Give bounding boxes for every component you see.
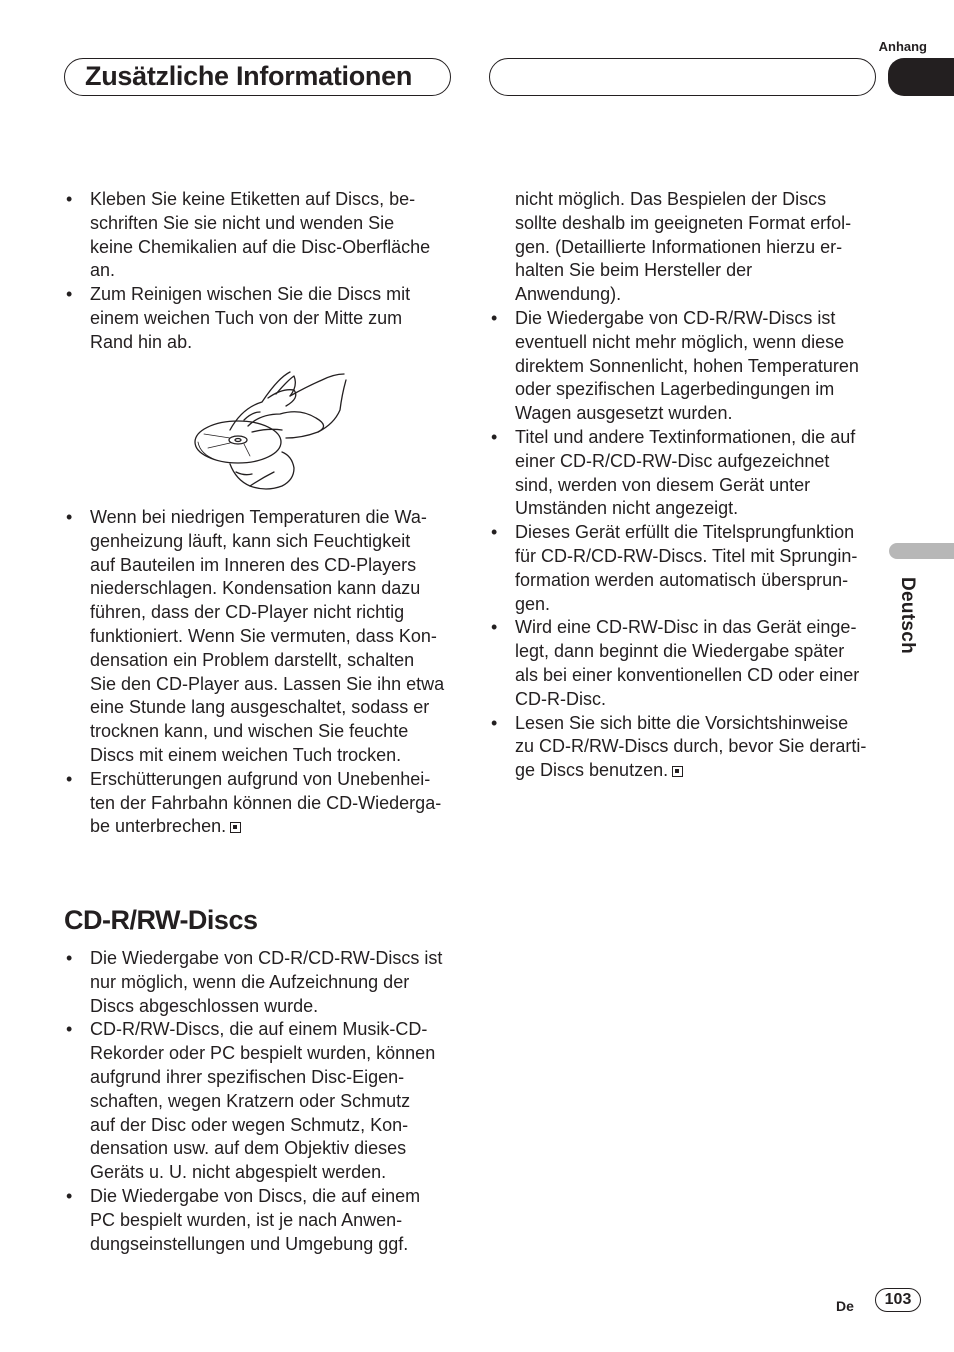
right-column xyxy=(489,188,881,783)
bullet: • xyxy=(491,522,498,543)
left-list-3 xyxy=(64,947,456,1256)
header-pill-right xyxy=(489,58,876,96)
left-list-1 xyxy=(64,188,456,355)
bullet: • xyxy=(66,768,73,789)
bullet: • xyxy=(66,507,73,527)
list-item: • Erschütterungen aufgrund von Unebenhei- ten der Fahrbahn können die CD-Wiederga- be unterbrechen. xyxy=(66,768,442,837)
list-item: • Titel und andere Textinformationen, die auf einer CD-R/CD-RW-Disc aufgezeichnet sind, werden von diesem Gerät unter Umständen nicht angezeigt. xyxy=(491,426,856,519)
bullet: • xyxy=(66,948,73,968)
disc-cleaning-illustration xyxy=(190,368,350,494)
list-item: • Die Wiedergabe von Discs, die auf einem PC bespielt wurden, ist je nach Anwen- dungseinstellungen und Umgebung ggf. xyxy=(66,1185,421,1254)
list-item: • Zum Reinigen wischen Sie die Discs mit einem weichen Tuch von der Mitte zum Rand hin ab. xyxy=(66,284,411,352)
disc-hub xyxy=(229,436,247,444)
bullet: • xyxy=(66,1019,73,1040)
list-item: • Dieses Gerät erfüllt die Titelsprungfunktion für CD-R/CD-RW-Discs. Titel mit Sprungin- formation werden automatisch übersprun- gen. xyxy=(491,522,858,614)
language-tab-marker xyxy=(889,543,954,559)
chapter-tab xyxy=(888,58,954,96)
list-item: • Kleben Sie keine Etiketten auf Discs, be- schriften Sie sie nicht und wenden Sie keine Chemikalien auf die Disc-Oberfläche an. xyxy=(66,189,431,281)
bullet: • xyxy=(491,617,498,638)
list-item: • Wird eine CD-RW-Disc in das Gerät einge- legt, dann beginnt die Wiedergabe später als bei einer konventionellen CD oder einer CD-R-Disc. xyxy=(491,617,860,709)
page-number: 103 xyxy=(875,1288,921,1312)
bullet: • xyxy=(491,712,498,733)
page-title: Zusätzliche Informationen xyxy=(85,61,413,91)
left-list-2 xyxy=(64,506,456,839)
bullet: • xyxy=(66,284,73,305)
bullet: • xyxy=(66,189,73,209)
list-item: • Die Wiedergabe von CD-R/CD-RW-Discs ist nur möglich, wenn die Aufzeichnung der Discs abgeschlossen wurde. xyxy=(66,948,443,1016)
bullet: • xyxy=(491,426,498,447)
list-item: • Die Wiedergabe von CD-R/RW-Discs ist eventuell nicht mehr möglich, wenn diese direktem Sonnenlicht, hohen Temperaturen oder spezifischen Lagerbedingungen im Wagen ausgesetzt wurden. xyxy=(491,307,859,424)
end-of-section-icon xyxy=(230,822,241,833)
footer-language-code: De xyxy=(836,1298,854,1314)
bullet: • xyxy=(66,1185,73,1206)
list-item: • Lesen Sie sich bitte die Vorsichtshinweise zu CD-R/RW-Discs durch, bevor Sie derarti- ge Discs benutzen. xyxy=(491,712,867,781)
bullet: • xyxy=(491,307,498,328)
list-item: • CD-R/RW-Discs, die auf einem Musik-CD- Rekorder oder PC bespielt wurden, können aufgrund ihrer spezifischen Disc-Eigen- schaften, wegen Kratzern oder Schmutz auf der Disc oder wegen Schmutz, Kon- densation usw. auf dem Objektiv dieses Geräts u. U. nicht abgespielt werden. xyxy=(66,1019,436,1183)
list-item: • Wenn bei niedrigen Temperaturen die Wa- genheizung läuft, kann sich Feuchtigkeit auf Bauteilen im Inneren des CD-Players niederschlagen. Kondensation kann dazu führen, dass der CD-Player nicht richtig funktioniert. Wenn Sie vermuten, dass Kon- densation ein Problem darstellt, schalten Sie den CD-Player aus. Lassen Sie ihn etwa eine Stunde lang ausgeschaltet, sodass er trocknen kann, und wischen Sie feuchte Discs mit einem weichen Tuch trocken. xyxy=(66,507,445,765)
end-of-section-icon xyxy=(672,766,683,777)
header-pill-left xyxy=(64,58,451,96)
section-heading: CD-R/RW-Discs xyxy=(64,905,258,935)
language-tab-label: Deutsch xyxy=(897,577,918,655)
section-label: Anhang xyxy=(878,39,927,54)
continued-paragraph: nicht möglich. Das Bespielen der Discs sollte deshalb im geeigneten Format erfol- gen. (Detaillierte Informationen hierzu er- halten Sie beim Hersteller der Anwendung). xyxy=(515,189,852,305)
